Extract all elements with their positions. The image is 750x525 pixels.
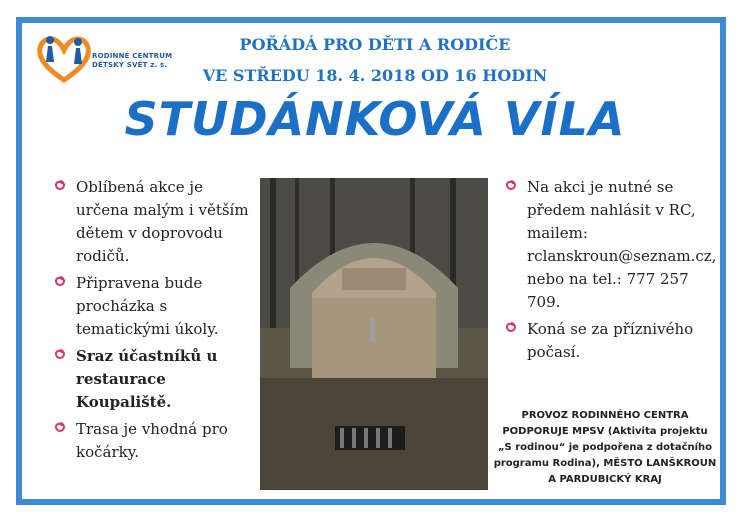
list-item-text: Trasa je vhodná pro kočárky. xyxy=(76,420,228,461)
spiral-bullet-icon xyxy=(505,179,517,191)
spiral-bullet-icon xyxy=(54,421,66,433)
list-item xyxy=(54,272,254,341)
left-column xyxy=(54,176,254,468)
list-item xyxy=(54,418,254,464)
list-item-text: Připravena bude procházka s tematickými úkoly. xyxy=(76,274,219,338)
sponsor-line: programu Rodina), MĚSTO LANŠKROUN xyxy=(493,458,717,469)
list-item-text: Na akci je nutné se předem nahlásit v RC, mailem: rclanskroun@seznam.cz, nebo na tel.: 777 257 709. xyxy=(527,178,717,311)
spiral-bullet-icon xyxy=(54,179,66,191)
list-item xyxy=(54,176,254,268)
event-title: STUDÁNKOVÁ VÍLA xyxy=(124,92,626,146)
header-date: VE STŘEDU 18. 4. 2018 OD 16 HODIN xyxy=(202,66,548,85)
list-item xyxy=(54,345,254,414)
list-item xyxy=(505,318,705,364)
sponsor-line: PROVOZ RODINNÉHO CENTRA xyxy=(521,410,689,421)
logo-line2: DĚTSKÝ SVĚT z. s. xyxy=(92,61,168,69)
list-item xyxy=(505,176,717,314)
sponsor-line: „S rodinou“ je podpořena z dotačního xyxy=(497,442,713,453)
list-item-text: Sraz účastníků u restaurace Koupaliště. xyxy=(76,347,218,411)
spiral-bullet-icon xyxy=(54,348,66,360)
logo-line1: RODINNÉ CENTRUM xyxy=(92,52,173,60)
sponsor-line: A PARDUBICKÝ KRAJ xyxy=(548,474,662,485)
spiral-bullet-icon xyxy=(505,321,517,333)
list-item-text: Koná se za příznivého počasí. xyxy=(527,320,694,361)
header-line1: POŘÁDÁ PRO DĚTI A RODIČE xyxy=(239,35,511,54)
sponsor-line: PODPORUJE MPSV (Aktivita projektu xyxy=(502,426,708,437)
spiral-bullet-icon xyxy=(54,275,66,287)
right-column xyxy=(505,176,717,368)
sponsor-note xyxy=(490,408,720,488)
well-photo xyxy=(260,178,488,490)
list-item-text: Oblíbená akce je určena malým i větším dětem v doprovodu rodičů. xyxy=(76,178,249,265)
